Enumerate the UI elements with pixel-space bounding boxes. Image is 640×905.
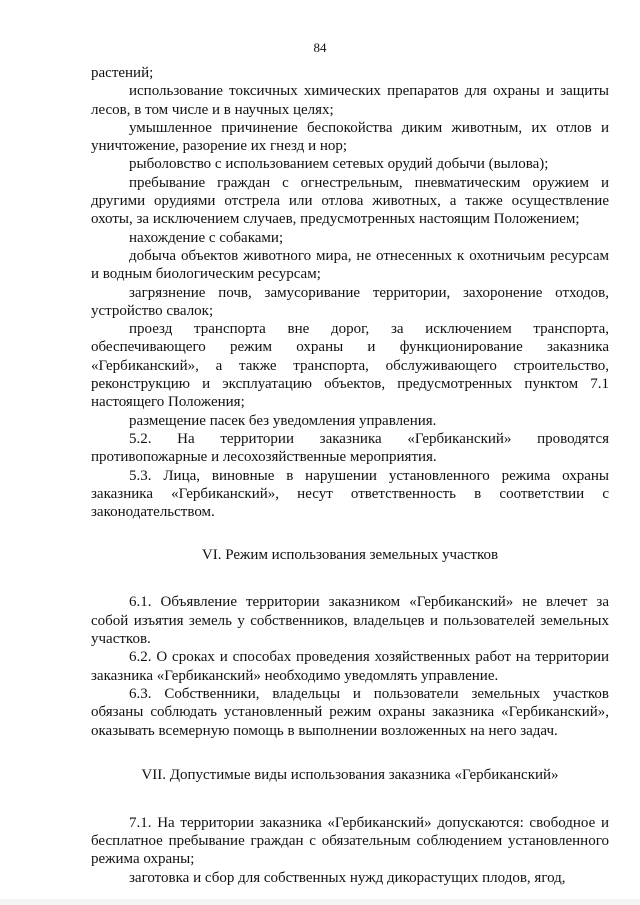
document-body xyxy=(91,64,609,887)
paragraph: пребывание граждан с огнестрельным, пневматическим оружием и другими орудиями отстрела или отлова животных, а также осуществление охоты, за исключением случаев, предусмотренных настоящим Положением; xyxy=(91,174,609,228)
section-heading-6: VI. Режим использования земельных участков xyxy=(201,547,499,564)
scan-edge xyxy=(0,899,640,905)
paragraph: 5.3. Лица, виновные в нарушении установленного режима охраны заказника «Гербиканский», несут ответственность в соответствии с законодательством. xyxy=(91,467,609,521)
page-number: 84 xyxy=(313,40,327,55)
paragraph: 6.3. Собственники, владельцы и пользователи земельных участков обязаны соблюдать установленный режим охраны заказника «Гербиканский», оказывать всемерную помощь в выполнении возложенных на него задач. xyxy=(91,685,609,739)
paragraph: размещение пасек без уведомления управления. xyxy=(129,412,437,429)
paragraph: рыболовство с использованием сетевых орудий добычи (вылова); xyxy=(129,156,549,173)
paragraph: загрязнение почв, замусоривание территории, захоронение отходов, устройство свалок; xyxy=(91,284,609,319)
section-5-block xyxy=(91,64,609,521)
section-heading-7: VII. Допустимые виды использования заказника «Гербиканский» xyxy=(141,766,559,783)
paragraph: 6.2. О сроках и способах проведения хозяйственных работ на территории заказника «Гербиканский» необходимо уведомлять управление. xyxy=(91,649,609,684)
paragraph: проезд транспорта вне дорог, за исключением транспорта, обеспечивающего режим охраны и функционирование заказника «Гербиканский», а также транспорта, обслуживающего строительство, реконструкцию и эксплуатацию объектов, предусмотренных пунктом 7.1 настоящего Положения; xyxy=(91,321,609,411)
paragraph: умышленное причинение беспокойства диким животным, их отлов и уничтожение, разорение их гнезд и нор; xyxy=(91,119,609,155)
section-6-block xyxy=(91,593,609,739)
paragraph: 7.1. На территории заказника «Гербиканский» допускаются: свободное и бесплатное пребывание граждан с обязательным соблюдением установленного режима охраны; xyxy=(91,814,609,868)
paragraph: 6.1. Объявление территории заказником «Гербиканский» не влечет за собой изъятия земель у собственников, владельцев и пользователей земельных участков. xyxy=(91,594,609,648)
section-7-block xyxy=(91,814,609,887)
paragraph: растений; xyxy=(91,65,154,81)
paragraph: заготовка и сбор для собственных нужд дикорастущих плодов, ягод, xyxy=(129,869,566,886)
paragraph: использование токсичных химических препаратов для охраны и защиты лесов, в том числе и в научных целях; xyxy=(91,83,609,118)
paragraph: 5.2. На территории заказника «Гербиканский» проводятся противопожарные и лесохозяйственные мероприятия. xyxy=(91,430,609,466)
paragraph: добыча объектов животного мира, не отнесенных к охотничьим ресурсам и водным биологическим ресурсам; xyxy=(91,247,609,283)
paragraph: нахождение с собаками; xyxy=(129,229,284,246)
